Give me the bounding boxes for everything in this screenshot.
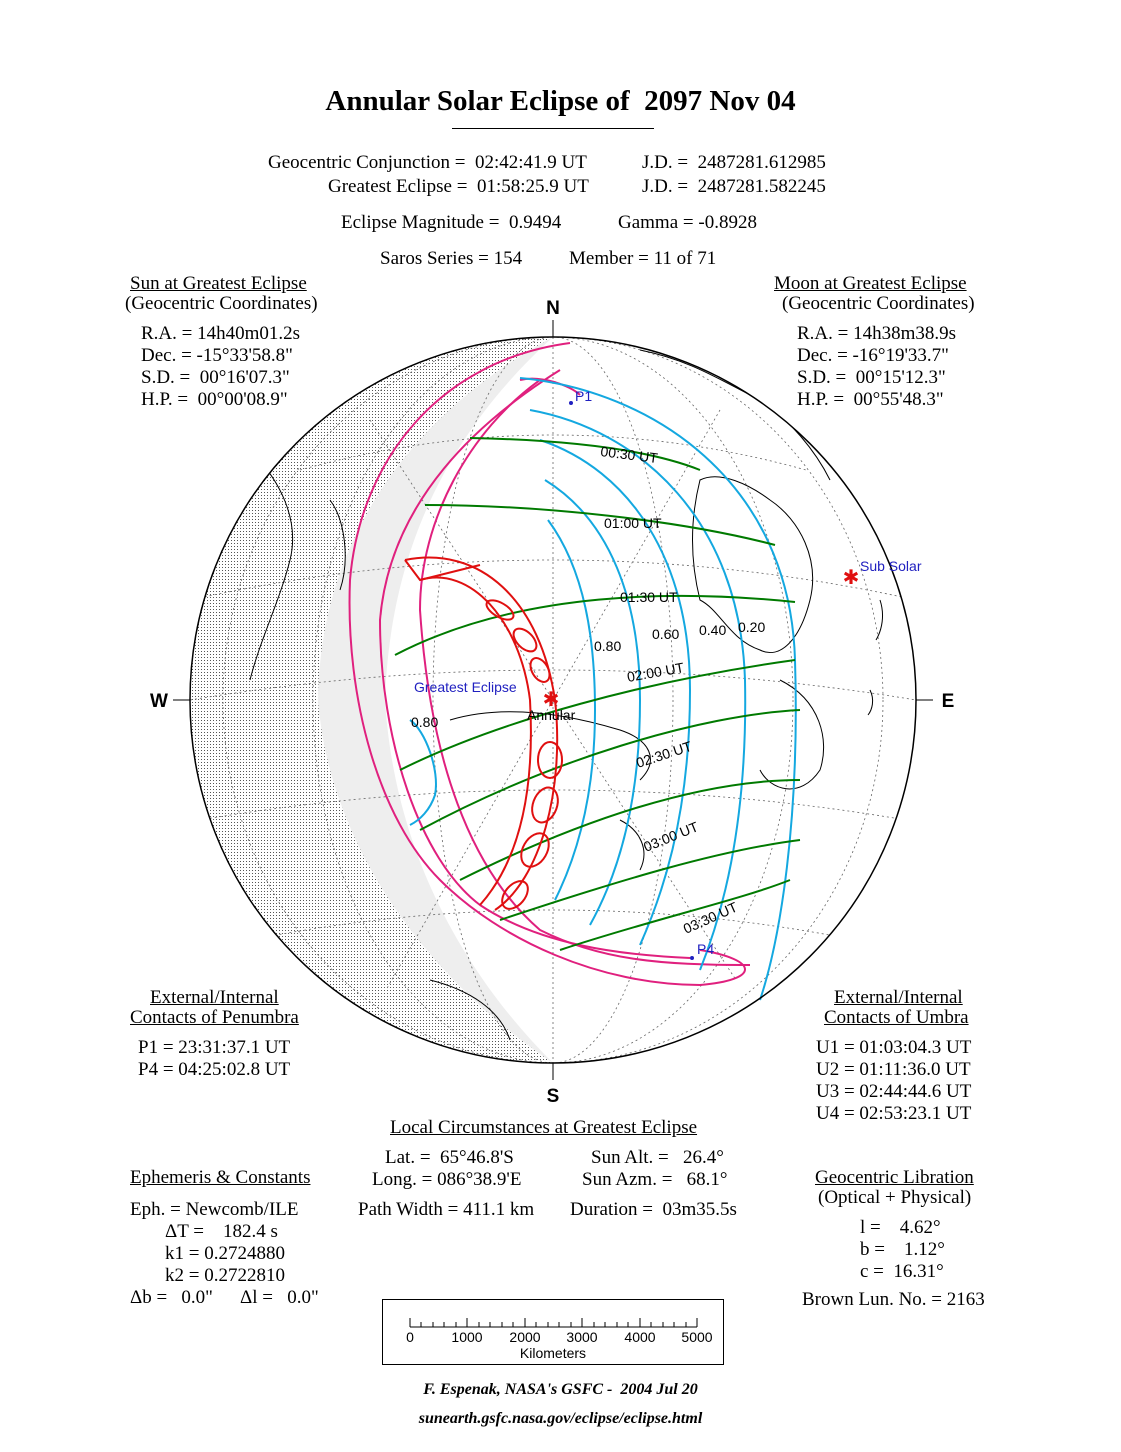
sun-hp: H.P. = 00°00'08.9"	[141, 389, 288, 410]
time-label: 02:00 UT	[625, 659, 686, 685]
moon-sd: S.D. = 00°15'12.3"	[797, 367, 946, 388]
eclipse-magnitude: Eclipse Magnitude = 0.9494	[341, 212, 562, 233]
p1-marker	[569, 401, 573, 405]
local-lat: Lat. = 65°46.8'S	[385, 1147, 514, 1168]
scale-unit: Kilometers	[519, 1345, 587, 1361]
time-label: 03:30 UT	[680, 898, 740, 937]
annular-label: Annular	[527, 707, 576, 723]
local-sun-alt: Sun Alt. = 26.4°	[591, 1147, 724, 1168]
scale-tick-label: 2000	[509, 1329, 541, 1345]
ephemeris-title: Ephemeris & Constants	[130, 1167, 311, 1188]
night-shading	[190, 337, 553, 1063]
sun-title: Sun at Greatest Eclipse	[130, 273, 307, 294]
sun-dec: Dec. = -15°33'58.8"	[141, 345, 293, 366]
p4-label: P4	[697, 941, 715, 957]
penumbra-p4: P4 = 04:25:02.8 UT	[138, 1059, 291, 1080]
time-label: 00:30 UT	[599, 443, 659, 466]
moon-title: Moon at Greatest Eclipse	[774, 273, 967, 294]
p4-marker	[690, 956, 694, 960]
greatest-eclipse-time: Greatest Eclipse = 01:58:25.9 UT	[328, 176, 589, 197]
ephemeris-k2: k2 = 0.2722810	[165, 1265, 285, 1286]
moon-dec: Dec. = -16°19'33.7"	[797, 345, 949, 366]
saros-series: Saros Series = 154	[380, 248, 523, 269]
gamma: Gamma = -0.8928	[618, 212, 757, 233]
ephemeris-delta-t: ΔT = 182.4 s	[165, 1221, 278, 1242]
scale-box	[382, 1299, 724, 1365]
p1-label: P1	[575, 388, 593, 404]
sub-solar-label: Sub Solar	[860, 558, 922, 574]
time-label: 03:00 UT	[641, 818, 701, 855]
magnitude-label: 0.40	[699, 622, 727, 638]
time-label: 02:30 UT	[633, 737, 694, 771]
libration-subtitle: (Optical + Physical)	[818, 1187, 972, 1208]
local-long: Long. = 086°38.9'E	[372, 1169, 522, 1190]
penumbra-p1: P1 = 23:31:37.1 UT	[138, 1037, 291, 1058]
umbra-u1: U1 = 01:03:04.3 UT	[816, 1037, 972, 1058]
local-sun-azm: Sun Azm. = 68.1°	[582, 1169, 728, 1190]
sun-ra: R.A. = 14h40m01.2s	[141, 323, 301, 344]
libration-title: Geocentric Libration	[815, 1167, 974, 1188]
local-path-width: Path Width = 411.1 km	[358, 1199, 535, 1220]
scale-tick-label: 0	[406, 1329, 414, 1345]
sun-subtitle: (Geocentric Coordinates)	[125, 293, 318, 314]
time-label: 01:30 UT	[620, 589, 678, 605]
libration-l: l = 4.62°	[860, 1217, 941, 1238]
scale-tick-label: 4000	[624, 1329, 656, 1345]
local-title: Local Circumstances at Greatest Eclipse	[390, 1117, 698, 1138]
magnitude-label: 0.80	[594, 638, 622, 654]
umbra-u3: U3 = 02:44:44.6 UT	[816, 1081, 972, 1102]
compass-north: N	[546, 298, 560, 319]
ephemeris-eph: Eph. = Newcomb/ILE	[130, 1199, 299, 1220]
magnitude-label: 0.20	[738, 619, 766, 635]
conjunction-jd: J.D. = 2487281.612985	[642, 152, 826, 173]
libration-b: b = 1.12°	[860, 1239, 945, 1260]
penumbra-title-2: Contacts of Penumbra	[130, 1007, 299, 1028]
saros-member: Member = 11 of 71	[569, 248, 717, 269]
compass-east: E	[941, 691, 955, 712]
greatest-eclipse-jd: J.D. = 2487281.582245	[642, 176, 826, 197]
compass-south: S	[546, 1086, 560, 1107]
penumbra-title-1: External/Internal	[150, 987, 279, 1008]
umbra-u4: U4 = 02:53:23.1 UT	[816, 1103, 972, 1124]
umbra-title-1: External/Internal	[834, 987, 963, 1008]
greatest-eclipse-star: ✱	[542, 689, 560, 711]
greatest-eclipse-label: Greatest Eclipse	[414, 679, 517, 695]
moon-hp: H.P. = 00°55'48.3"	[797, 389, 944, 410]
moon-subtitle: (Geocentric Coordinates)	[782, 293, 975, 314]
sub-solar-star: ✱	[842, 567, 860, 589]
scale-tick-label: 5000	[681, 1329, 713, 1345]
umbra-u2: U2 = 01:11:36.0 UT	[816, 1059, 971, 1080]
ephemeris-delta-b: Δb = 0.0"	[130, 1287, 213, 1308]
sun-sd: S.D. = 00°16'07.3"	[141, 367, 290, 388]
libration-c: c = 16.31°	[860, 1261, 944, 1282]
url-line: sunearth.gsfc.nasa.gov/eclipse/eclipse.html	[418, 1410, 703, 1427]
compass-west: W	[150, 691, 168, 712]
time-label: 01:00 UT	[604, 515, 662, 531]
scale-tick-label: 1000	[451, 1329, 483, 1345]
moon-ra: R.A. = 14h38m38.9s	[797, 323, 957, 344]
magnitude-label: 0.60	[652, 626, 680, 642]
brown-lunation: Brown Lun. No. = 2163	[802, 1289, 985, 1310]
ephemeris-k1: k1 = 0.2724880	[165, 1243, 285, 1264]
scale-tick-label: 3000	[566, 1329, 598, 1345]
conjunction-time: Geocentric Conjunction = 02:42:41.9 UT	[268, 152, 587, 173]
ephemeris-delta-l: Δl = 0.0"	[240, 1287, 319, 1308]
credit-line: F. Espenak, NASA's GSFC - 2004 Jul 20	[423, 1381, 698, 1398]
page-title: Annular Solar Eclipse of 2097 Nov 04	[325, 85, 796, 117]
umbra-title-2: Contacts of Umbra	[824, 1007, 969, 1028]
magnitude-label: 0.80	[411, 714, 439, 730]
local-duration: Duration = 03m35.5s	[570, 1199, 737, 1220]
